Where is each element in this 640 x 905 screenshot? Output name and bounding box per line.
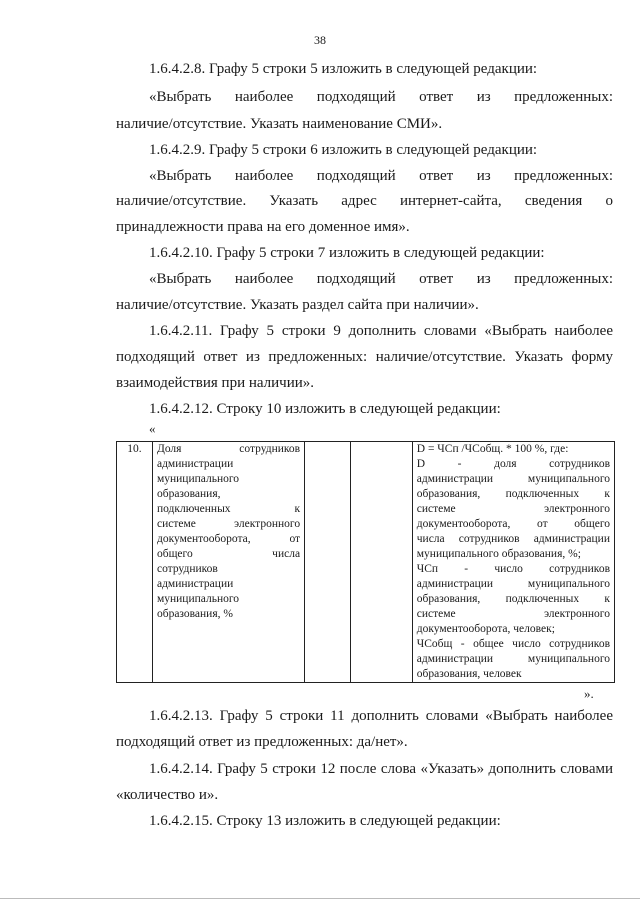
cell-line: документооборота, от — [156, 533, 301, 545]
paragraph-line: наличие/отсутствие. Указать адрес интернет-сайта, сведения о — [116, 193, 613, 209]
cell-line: администрации муниципального — [416, 578, 610, 590]
indicator-name-cell — [152, 442, 304, 683]
cell-line: муниципального образования, %; — [416, 548, 581, 560]
cell-line: образования, подключенных к — [416, 488, 610, 500]
cell-line: D = ЧСп /ЧСобщ. * 100 %, где: — [416, 443, 569, 455]
cell-line: муниципального — [156, 473, 240, 485]
paragraph-heading: 1.6.4.2.8. Графу 5 строки 5 изложить в следующей редакции: — [149, 61, 538, 77]
paragraph-line: взаимодействия при наличии». — [116, 375, 315, 391]
paragraph-line: 1.6.4.2.14. Графу 5 строки 12 после слова «Указать» дополнить словами — [149, 761, 613, 777]
paragraph-line: наличие/отсутствие. Указать наименование СМИ». — [116, 116, 443, 132]
paragraph-line: принадлежности права на его доменное имя». — [116, 219, 410, 235]
empty-cell — [351, 442, 413, 683]
cell-line: Доля сотрудников — [156, 443, 301, 455]
paragraph-heading: 1.6.4.2.12. Строку 10 изложить в следующей редакции: — [149, 401, 501, 417]
indicator-table — [116, 441, 615, 683]
cell-line: образования, — [156, 488, 221, 500]
cell-line: числа сотрудников администрации — [416, 533, 610, 545]
cell-line: подключенных к — [156, 503, 301, 515]
paragraph-heading: 1.6.4.2.15. Строку 13 изложить в следующей редакции: — [149, 813, 501, 829]
paragraph-line: «Выбрать наиболее подходящий ответ из предложенных: — [149, 271, 613, 287]
paragraph-line: «Выбрать наиболее подходящий ответ из предложенных: — [149, 168, 613, 184]
quote-close: ». — [584, 686, 594, 701]
cell-line: образования, подключенных к — [416, 593, 610, 605]
cell-line: ЧСп - число сотрудников — [416, 563, 610, 575]
paragraph-line: 1.6.4.2.11. Графу 5 строки 9 дополнить словами «Выбрать наиболее — [149, 323, 613, 339]
cell-line: системе электронного — [156, 518, 301, 530]
bottom-rule — [0, 898, 640, 899]
cell-line: администрации муниципального — [416, 473, 610, 485]
page-number: 38 — [314, 33, 326, 47]
cell-line: ЧСобщ - общее число сотрудников — [416, 638, 610, 650]
row-number-cell: 10. — [117, 442, 153, 683]
paragraph-line: «Выбрать наиболее подходящий ответ из предложенных: — [149, 89, 613, 105]
cell-line: администрации — [156, 578, 234, 590]
cell-line: образования, % — [156, 608, 233, 620]
cell-line: администрации — [156, 458, 234, 470]
paragraph-heading: 1.6.4.2.9. Графу 5 строки 6 изложить в следующей редакции: — [149, 142, 538, 158]
cell-line: сотрудников — [156, 563, 218, 575]
cell-line: муниципального — [156, 593, 240, 605]
paragraph-line: «количество и». — [116, 787, 219, 803]
cell-line: документооборота, от общего — [416, 518, 610, 530]
table-row — [117, 442, 615, 683]
cell-line: администрации муниципального — [416, 653, 610, 665]
cell-line: системе электронного — [416, 503, 610, 515]
paragraph-line: наличие/отсутствие. Указать раздел сайта при наличии». — [116, 297, 479, 313]
cell-line: документооборота, человек; — [416, 623, 555, 635]
paragraph-line: подходящий ответ из предложенных: да/нет». — [116, 734, 408, 750]
paragraph-line: подходящий ответ из предложенных: наличие/отсутствие. Указать форму — [116, 349, 613, 365]
cell-line: системе электронного — [416, 608, 610, 620]
cell-line: D - доля сотрудников — [416, 458, 610, 470]
cell-line: образования, человек — [416, 668, 522, 680]
quote-open: « — [149, 421, 156, 436]
cell-line: общего числа — [156, 548, 301, 560]
paragraph-heading: 1.6.4.2.10. Графу 5 строки 7 изложить в следующей редакции: — [149, 245, 545, 261]
empty-cell — [305, 442, 351, 683]
formula-cell — [412, 442, 614, 683]
paragraph-line: 1.6.4.2.13. Графу 5 строки 11 дополнить словами «Выбрать наиболее — [149, 708, 613, 724]
